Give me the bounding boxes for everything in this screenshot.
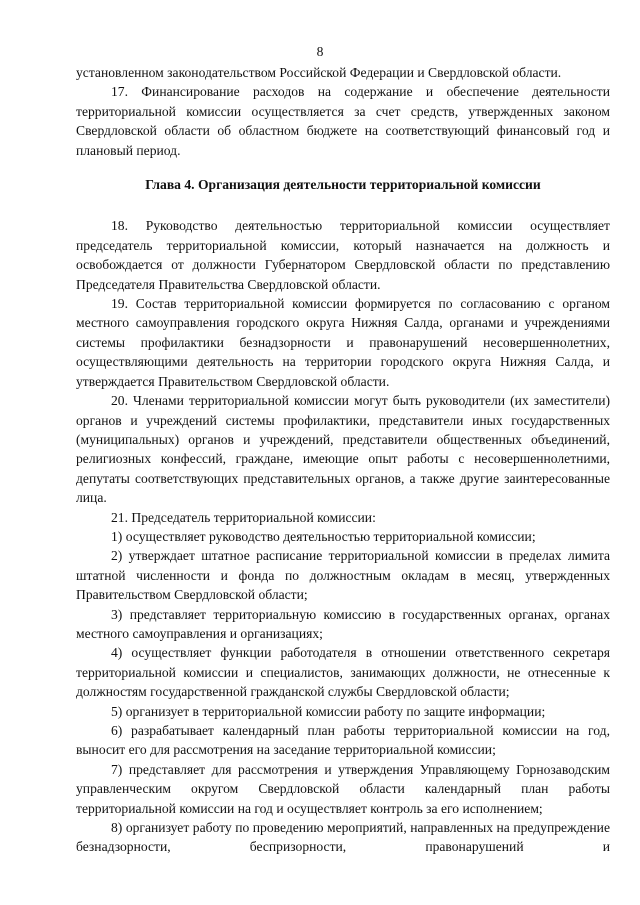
- list-item: 8) организует работу по проведению мероприятий, направленных на предупреждение безнадзорности, беспризорности, правонарушений и: [76, 820, 610, 855]
- paragraph-19: 19. Состав территориальной комиссии формируется по согласованию с органом местного самоуправления городского округа Нижняя Салда, органами и учреждениями системы профилактики безнадзорности и правонарушений несовершеннолетних, осуществляющими деятельность на территории городского округа Нижняя Салда, и утверждается Правительством Свердловской области.: [76, 296, 610, 389]
- paragraph-17: 17. Финансирование расходов на содержание и обеспечение деятельности территориальной комиссии осуществляется за счет средств, утвержденных законом Свердловской области об областном бюджете на соответствующий финансовый год и плановый период.: [76, 84, 610, 158]
- paragraph-20: 20. Членами территориальной комиссии могут быть руководители (их заместители) органов и учреждений системы профилактики, представители иных государственных (муниципальных) органов и учреждений, представители общественных объединений, религиозных конфессий, граждане, имеющие опыт работы с несовершеннолетними, депутаты соответствующих представительных органов, а также другие заинтересованные лица.: [76, 393, 610, 506]
- list-item: 2) утверждает штатное расписание территориальной комиссии в пределах лимита штатной численности и фонда по должностным окладам в месяц, утвержденных Правительством Свердловской области;: [76, 548, 610, 603]
- paragraph-18: 18. Руководство деятельностью территориальной комиссии осуществляет председатель территориальной комиссии, который назначается на должность и освобождается от должности Губернатором Свердловской области по представлению Председателя Правительства Свердловской области.: [76, 218, 610, 292]
- list-item: 1) осуществляет руководство деятельностью территориальной комиссии;: [111, 528, 536, 544]
- chapter-heading: Глава 4. Организация деятельности территориальной комиссии: [145, 177, 541, 193]
- document-body: [76, 63, 610, 857]
- list-item: 7) представляет для рассмотрения и утверждения Управляющему Горнозаводским управленческим округом Свердловской области календарный план работы территориальной комиссии на год и осуществляет контроль за его исполнением;: [76, 761, 610, 816]
- paragraph-lead: установленном законодательством Российской Федерации и Свердловской области.: [76, 65, 562, 80]
- paragraph-21: 21. Председатель территориальной комиссии:: [111, 509, 376, 525]
- list-item: 3) представляет территориальную комиссию в государственных органах, органах местного самоуправления и организациях;: [76, 606, 610, 641]
- list-item: 5) организует в территориальной комиссии работу по защите информации;: [111, 703, 546, 719]
- list-item: 4) осуществляет функции работодателя в отношении ответственного секретаря территориальной комиссии и специалистов, занимающих должности, не отнесенные к должностям государственной гражданской службы Свердловской области;: [76, 645, 610, 700]
- page-number: 8: [316, 44, 324, 59]
- list-item: 6) разрабатывает календарный план работы территориальной комиссии на год, выносит его для рассмотрения на заседание территориальной комиссии;: [76, 723, 610, 758]
